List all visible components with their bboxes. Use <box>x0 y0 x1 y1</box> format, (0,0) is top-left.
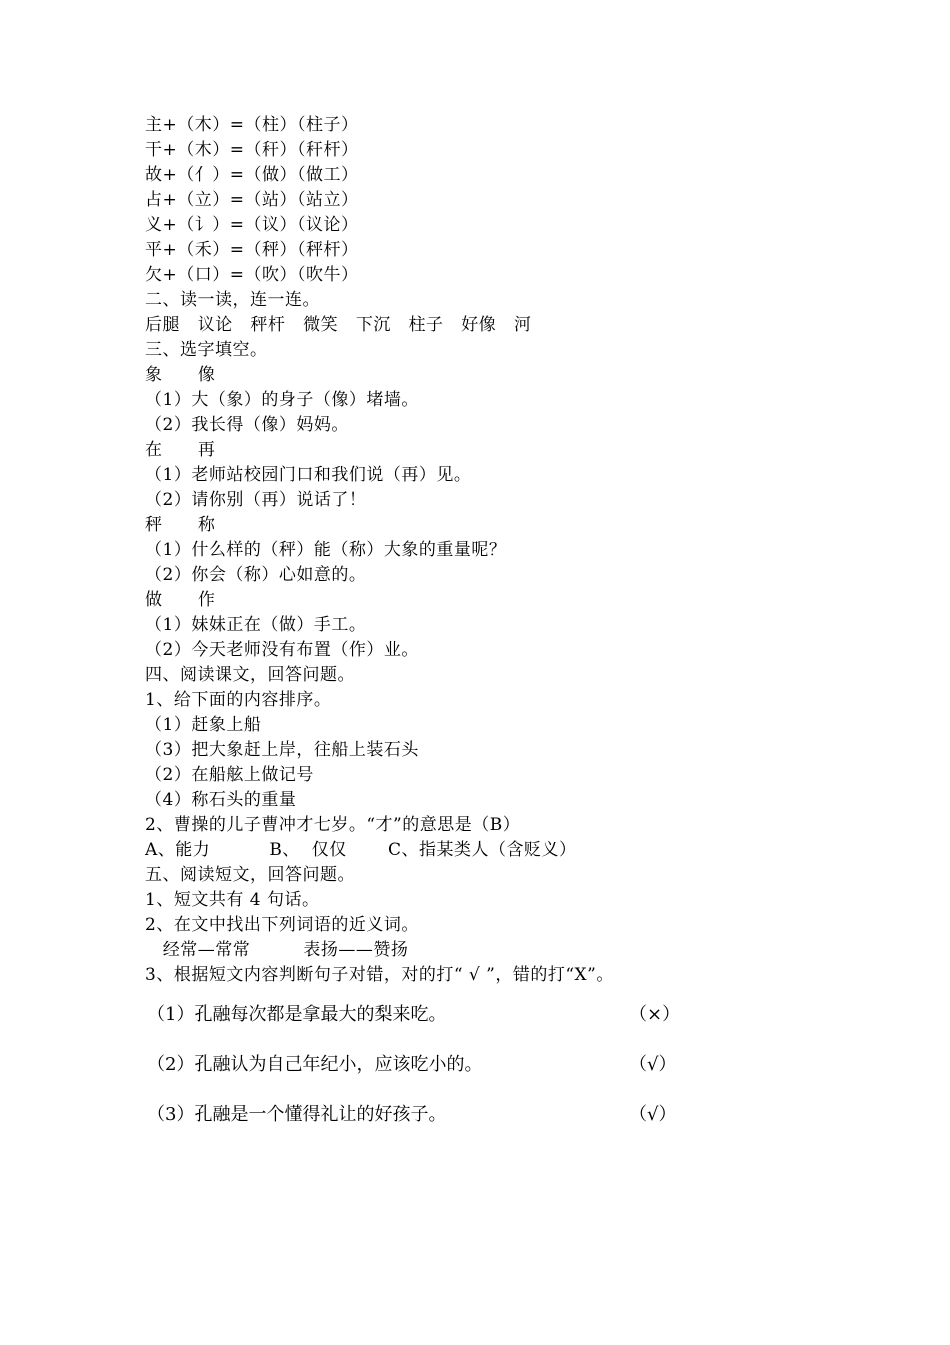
judgement-row <box>145 990 845 1040</box>
text-line: （1）什么样的（秤）能（称）大象的重量呢？ <box>145 540 507 560</box>
text-line: （1）赶象上船 <box>145 715 262 735</box>
judgement-question: （2）孔融认为自己年纪小，应该吃小的。 <box>147 1054 483 1075</box>
text-line: 干+（木）=（秆）（秆杆） <box>145 140 359 160</box>
judgement-answer: （√） <box>629 1104 677 1125</box>
text-line: 1、短文共有 4 句话。 <box>145 890 320 910</box>
text-line: （2）在船舷上做记号 <box>145 765 314 785</box>
text-line: 四、阅读课文，回答问题。 <box>145 665 355 685</box>
text-line: （2）我长得（像）妈妈。 <box>145 415 349 435</box>
text-line: （2）今天老师没有布置（作）业。 <box>145 640 419 660</box>
judgement-row <box>145 1040 845 1090</box>
judgement-question: （3）孔融是一个懂得礼让的好孩子。 <box>147 1104 447 1125</box>
text-line: 平+（禾）=（秤）（秤杆） <box>145 240 359 260</box>
text-line: 五、阅读短文，回答问题。 <box>145 865 355 885</box>
text-line: 三、选字填空。 <box>145 340 268 360</box>
text-line: 后腿 议论 秤杆 微笑 下沉 柱子 好像 河 <box>145 315 532 335</box>
text-line: 3、根据短文内容判断句子对错，对的打“ √ ”，错的打“X”。 <box>145 965 614 985</box>
text-lines <box>145 113 845 988</box>
text-line: 占+（立）=（站）（站立） <box>145 190 359 210</box>
document-body <box>145 113 845 1140</box>
text-line: 秤 称 <box>145 515 216 535</box>
text-line: 2、在文中找出下列词语的近义词。 <box>145 915 419 935</box>
text-line: 义+（讠）=（议）（议论） <box>145 215 359 235</box>
text-line: （1）大（象）的身子（像）堵墙。 <box>145 390 419 410</box>
judgement-row <box>145 1090 845 1140</box>
judgement-list <box>145 990 845 1140</box>
text-line: 在 再 <box>145 440 216 460</box>
text-line: 象 像 <box>145 365 216 385</box>
text-line: （4）称石头的重量 <box>145 790 297 810</box>
text-line: （3）把大象赶上岸，往船上装石头 <box>145 740 419 760</box>
text-line: 做 作 <box>145 590 216 610</box>
judgement-answer: （×） <box>629 1004 681 1025</box>
text-line: 二、读一读，连一连。 <box>145 290 320 310</box>
judgement-answer: （√） <box>629 1054 677 1075</box>
text-line: 欠+（口）=（吹）（吹牛） <box>145 265 359 285</box>
text-line: （1）老师站校园门口和我们说（再）见。 <box>145 465 472 485</box>
text-line: 1、给下面的内容排序。 <box>145 690 332 710</box>
text-line: （2）请你别（再）说话了！ <box>145 490 367 510</box>
text-line: 故+（亻）=（做）（做工） <box>145 165 359 185</box>
text-line: （2）你会（称）心如意的。 <box>145 565 367 585</box>
text-line: （1）妹妹正在（做）手工。 <box>145 615 367 635</box>
text-line: 主+（木）=（柱）（柱子） <box>145 115 359 135</box>
text-line: 2、曹操的儿子曹冲才七岁。“才”的意思是（B） <box>145 815 521 835</box>
text-line: A、能力 B、 仅仅 C、指某类人（含贬义） <box>145 840 577 860</box>
judgement-question: （1）孔融每次都是拿最大的梨来吃。 <box>147 1004 447 1025</box>
text-line: 经常—常常 表扬——赞扬 <box>145 940 409 960</box>
